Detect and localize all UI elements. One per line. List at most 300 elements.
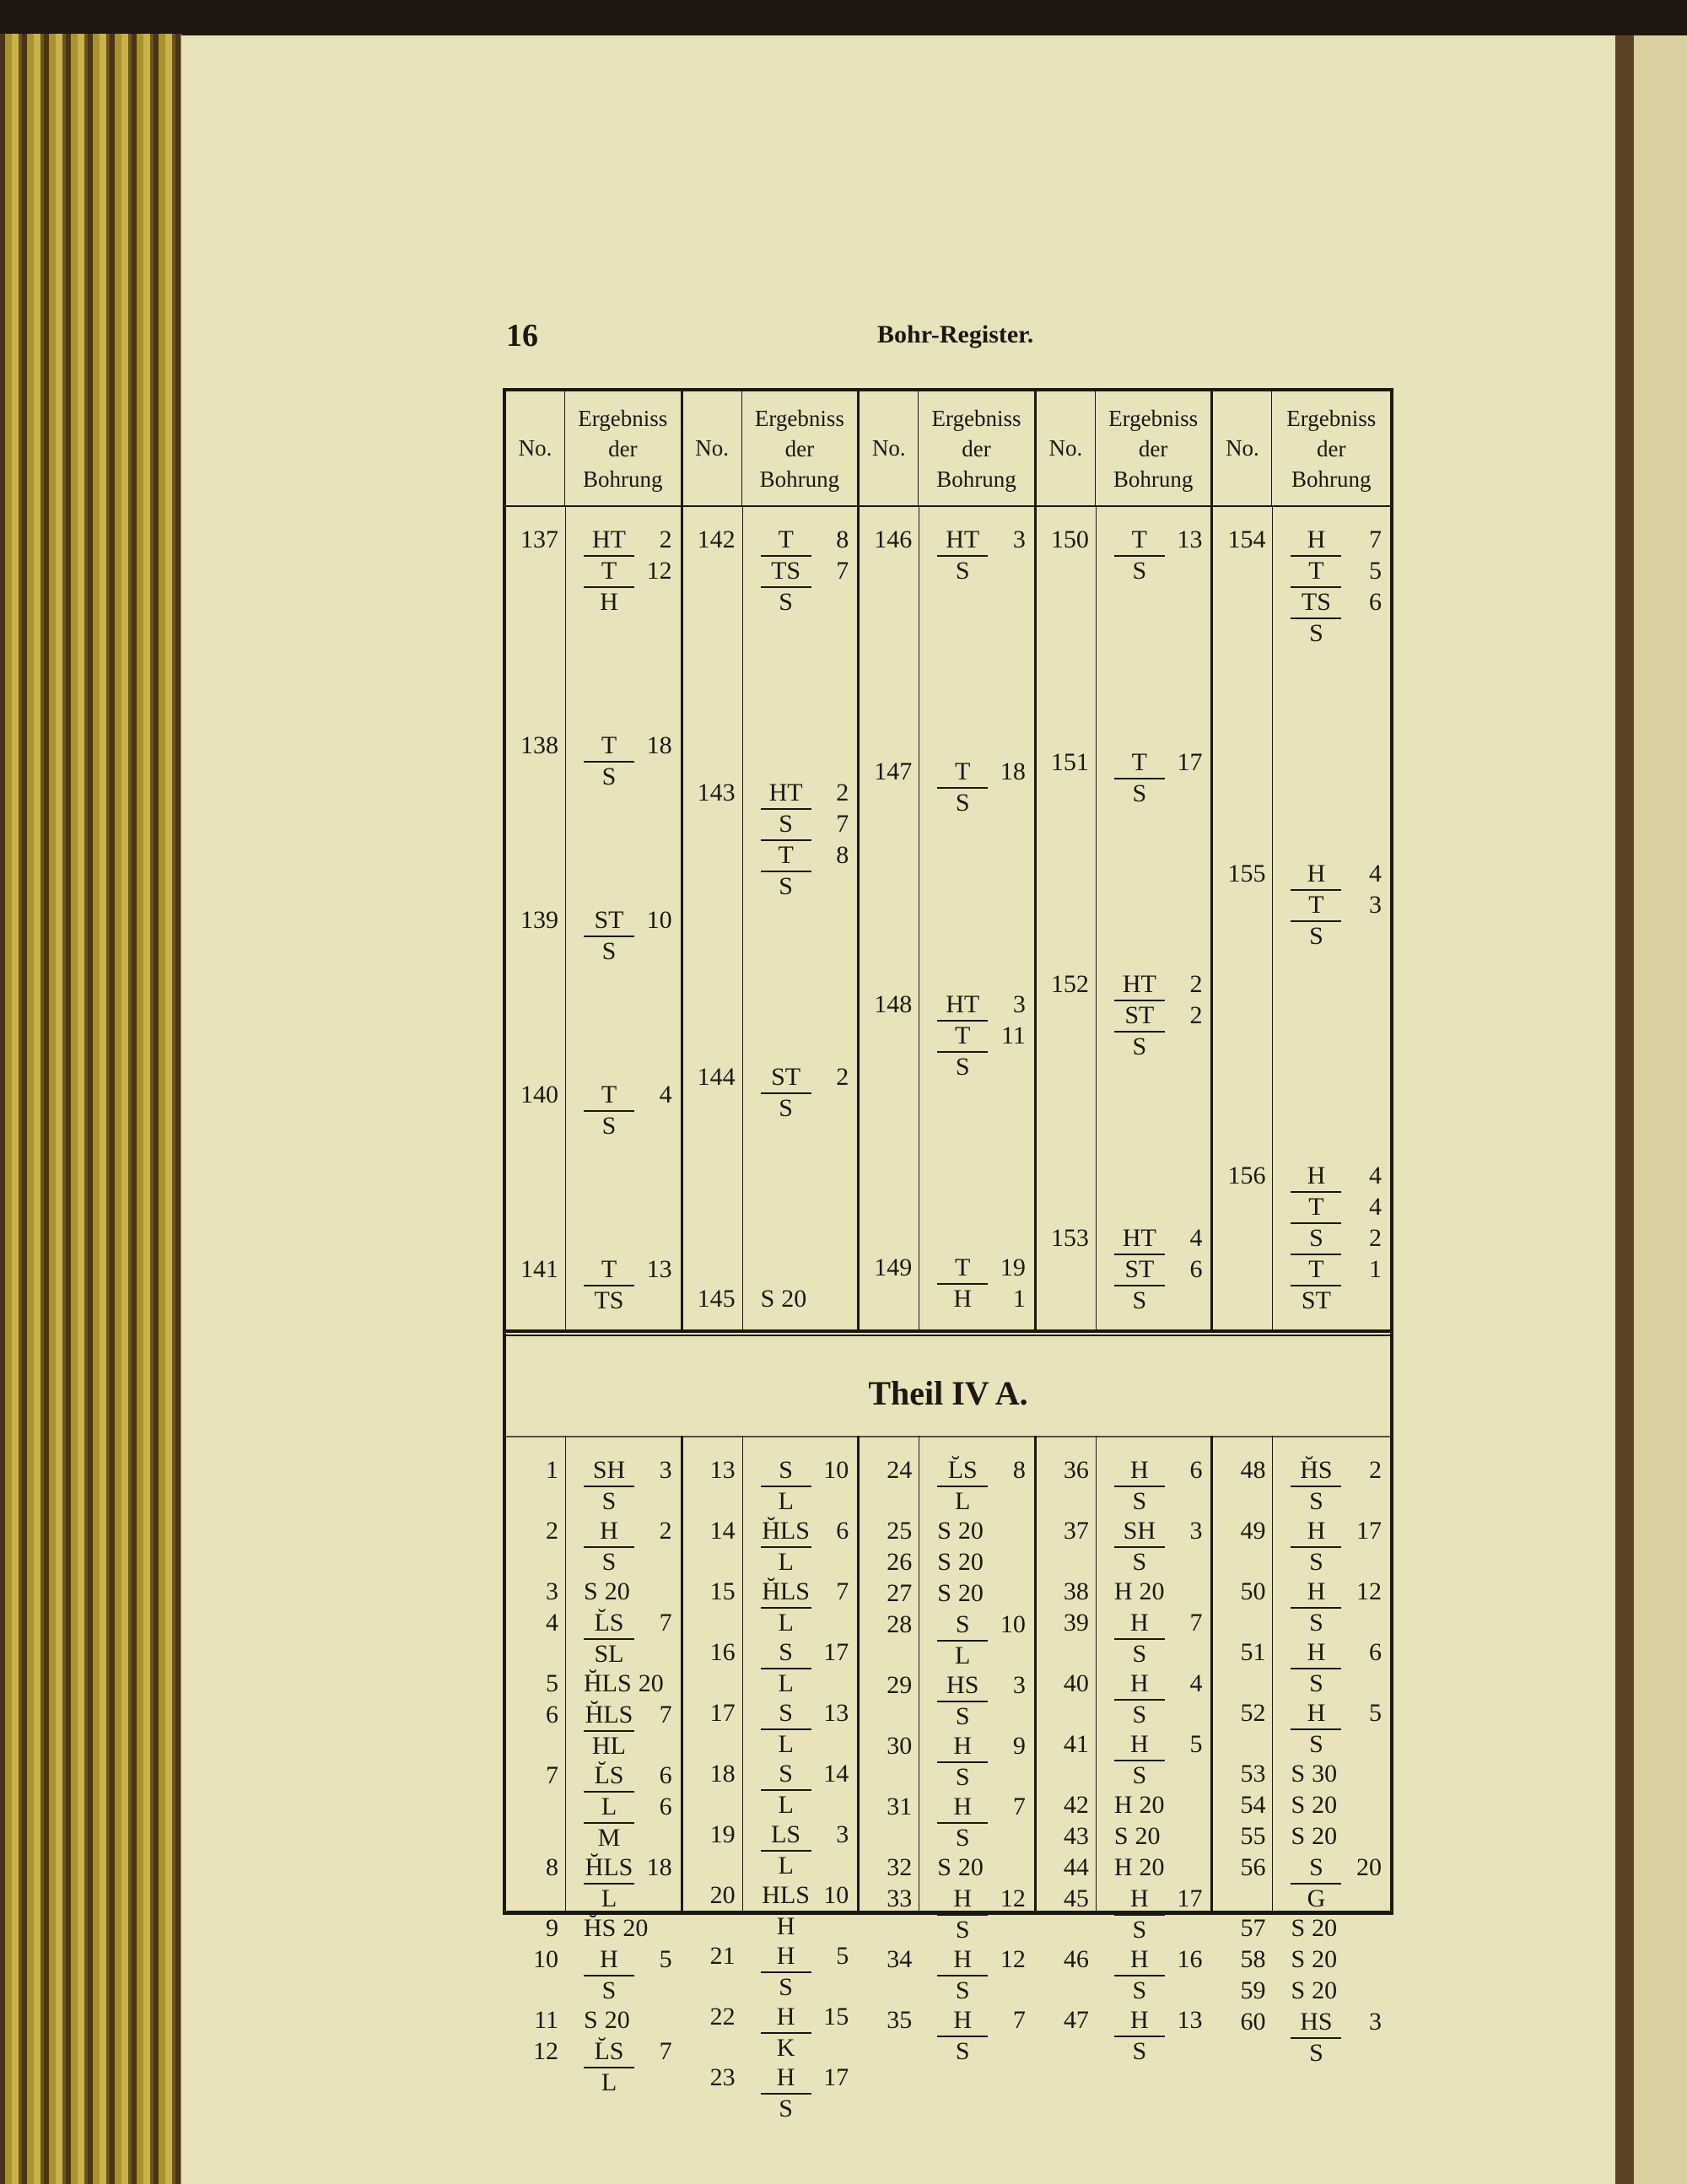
stratum-thickness: 10 [823,1456,849,1484]
stratum-thickness [811,1789,849,1819]
borehole-number: 154 [1227,526,1266,553]
stratum-thickness [988,1914,1026,1944]
result-line [1114,1852,1203,1883]
borehole-number: 9 [546,1914,558,1942]
borehole-entry [506,1607,681,1668]
stratum-thickness: 30 [1312,1760,1338,1788]
result-line [1114,1728,1203,1760]
borehole-entry [1213,2006,1390,2067]
stratum-thickness: 20 [1139,1577,1165,1605]
borehole-number: 35 [887,2006,913,2034]
stratum-thickness: 12 [1000,1945,1026,1973]
stratum-code: S [1309,1853,1323,1881]
stratum-thickness [1165,555,1203,585]
borehole-entry [506,524,681,616]
result-line [761,555,849,586]
stratum-thickness: 14 [823,1760,849,1788]
borehole-number: 8 [546,1853,558,1881]
stratum-code: S [937,2036,988,2065]
stratum-code: S [1291,1607,1341,1637]
borehole-result [565,1912,681,1944]
stratum-code: HT [592,526,626,553]
stratum-code: S [1114,2036,1165,2065]
stratum-code: H̆LS [762,1577,810,1605]
stratum-thickness [634,1285,672,1314]
borehole-entry [1213,1515,1390,1576]
result-line [1291,1576,1382,1607]
borehole-entry [1037,1820,1211,1852]
stratum-thickness: 20 [1356,1853,1382,1881]
stratum-code: H [1129,1885,1149,1912]
stratum-thickness: 2 [836,779,849,806]
stratum-code: H̆S [584,1914,617,1942]
stratum-code: S [584,936,634,965]
stratum-code: H [1129,1669,1149,1697]
borehole-entry [1213,1637,1390,1697]
result-line [584,2067,672,2096]
header-result-line: Ergebniss [754,405,844,431]
borehole-entry [683,1283,858,1314]
result-line [584,1822,672,1852]
borehole-number: 46 [1063,1945,1089,1973]
borehole-result [919,1669,1034,1730]
stratum-code: T [1291,555,1341,586]
stratum-thickness: 7 [836,1577,849,1605]
borehole-entry [1213,1912,1390,1944]
stratum-thickness: 2 [1189,970,1203,999]
stratum-code: S [1291,1546,1341,1576]
stratum-thickness: 20 [1139,1853,1165,1881]
result-line [1114,1975,1203,2004]
stratum-code: S [584,761,634,790]
stratum-thickness [1341,1285,1382,1314]
stratum-code: TS [584,1285,634,1314]
stratum-thickness [634,586,672,616]
result-line [584,1607,672,1638]
borehole-number: 141 [520,1255,558,1283]
stratum-thickness [1341,1728,1382,1758]
stratum-code: S [1114,1914,1165,1944]
borehole-entry [506,730,681,790]
stratum-thickness [634,761,672,790]
stratum-code: S [1114,1699,1165,1728]
header-group [506,391,683,505]
stratum-code: S [760,1285,775,1313]
stratum-code: HT [946,990,980,1018]
stratum-code: S [1291,1486,1341,1515]
stratum-thickness: 5 [1369,557,1382,585]
result-line [761,1911,849,1940]
stratum-thickness [988,1822,1026,1852]
result-line [761,1850,849,1879]
stratum-code: H [1113,1853,1133,1881]
borehole-result [1096,2004,1211,2065]
borehole-number: 149 [874,1253,913,1281]
result-line [1114,1000,1203,1031]
result-line [937,524,1026,555]
header-result-line: der [784,435,815,461]
stratum-code: H [1307,1699,1326,1727]
result-line [1114,524,1203,555]
stratum-code: S [937,1051,988,1081]
header-result-line: Bohrung [759,466,840,492]
stratum-thickness: 12 [1000,1885,1026,1912]
stratum-code: H [953,1885,973,1912]
result-line [761,1940,849,1971]
borehole-result [565,1454,681,1515]
stratum-code: S [761,2093,811,2122]
result-line [761,2093,849,2122]
column-group [683,505,860,1329]
result-line [584,2036,672,2067]
result-line [1291,1254,1382,1285]
stratum-code: S [1114,1031,1165,1060]
result-line [1291,858,1382,889]
borehole-result [565,1254,681,1314]
borehole-entry [1037,1944,1211,2004]
result-line [937,555,1026,585]
result-line [937,1546,1026,1577]
stratum-thickness: 20 [638,1669,664,1697]
stratum-code: S [584,1110,634,1140]
borehole-number: 29 [887,1671,913,1699]
stratum-code: HLS [762,1881,810,1909]
borehole-number: 16 [709,1638,736,1666]
stratum-code: T [1291,889,1341,920]
stratum-thickness [988,1486,1026,1515]
borehole-result [742,1283,858,1314]
stratum-thickness: 11 [1000,1021,1026,1049]
stratum-code: H [584,586,634,616]
result-line [1291,1668,1382,1697]
borehole-number: 153 [1050,1223,1089,1252]
stratum-thickness [811,1092,849,1122]
borehole-number: 47 [1063,2006,1089,2034]
stratum-code: S [761,586,811,616]
borehole-number: 138 [520,731,558,759]
stratum-thickness: 10 [646,906,672,934]
header-no: No. [1037,391,1096,505]
borehole-number: 57 [1240,1914,1266,1942]
stratum-thickness: 1 [1369,1255,1382,1283]
stratum-thickness [1341,1546,1382,1576]
header-result-line: der [1316,435,1346,461]
borehole-result [1096,524,1211,585]
header-result-line: Ergebniss [1108,405,1199,431]
stratum-code: H [937,1283,988,1314]
column-group [1037,505,1214,1329]
borehole-entry [506,2036,681,2096]
result-line [761,871,849,900]
entry-list [506,1454,681,2096]
result-line [761,2032,849,2062]
result-line [1114,1486,1203,1515]
stratum-thickness: 16 [1177,1945,1203,1973]
borehole-result [565,2036,681,2096]
stratum-code: T [761,839,811,871]
borehole-result [1096,1576,1211,1607]
result-line [937,1454,1026,1486]
borehole-entry [683,1454,858,1515]
stratum-thickness [634,1975,672,2004]
stratum-thickness: 15 [823,2003,849,2030]
result-line [1291,1912,1382,1944]
stratum-thickness: 5 [659,1945,672,1973]
stratum-thickness [1165,1031,1203,1060]
stratum-thickness [634,1883,672,1912]
borehole-number: 156 [1227,1162,1266,1189]
stratum-thickness: 4 [1189,1669,1203,1697]
borehole-result [1096,1944,1211,2004]
stratum-thickness: 8 [836,526,849,553]
borehole-number: 25 [887,1517,913,1545]
stratum-thickness: 20 [1312,1914,1338,1942]
stratum-thickness: 6 [659,1761,672,1789]
borehole-result [565,1760,681,1852]
stratum-code: HS [1300,2008,1333,2036]
result-line [1114,778,1203,807]
borehole-entry [860,1669,1034,1730]
borehole-entry [506,1515,681,1576]
stratum-code: L [761,1789,811,1819]
result-line [584,1944,672,1975]
borehole-number: 42 [1063,1791,1089,1819]
borehole-entry [1037,747,1211,807]
entry-list [860,524,1034,1314]
stratum-thickness [1165,1760,1203,1789]
result-line [761,524,849,555]
result-line [1291,1789,1382,1820]
result-line [584,1912,672,1944]
stratum-code: T [778,526,794,553]
stratum-code: H [953,1732,973,1760]
stratum-thickness [1165,1486,1203,1515]
result-line [937,1852,1026,1883]
stratum-code: SL [584,1638,634,1668]
result-line [584,1486,672,1515]
borehole-number: 45 [1063,1885,1089,1912]
stratum-thickness [811,1546,849,1576]
borehole-entry [683,1940,858,2001]
borehole-number: 17 [709,1699,736,1727]
stratum-code: S [937,1517,951,1545]
entry-list [1037,524,1211,1314]
header-no: No. [1213,391,1272,505]
stratum-code: H̆LS [584,1669,632,1697]
header-result-line: Ergebniss [578,405,668,431]
stratum-thickness [811,586,849,616]
stratum-code: HT [946,526,980,553]
borehole-number: 50 [1240,1577,1266,1605]
borehole-result [1272,2006,1390,2067]
result-line [584,1254,672,1285]
borehole-result [919,756,1034,817]
borehole-result [742,1454,858,1515]
stratum-code: G [1291,1883,1341,1912]
borehole-result [1096,1607,1211,1668]
stratum-thickness [988,787,1026,817]
stratum-code: S [1291,1728,1341,1758]
stratum-thickness [811,871,849,900]
stratum-thickness [1165,1546,1203,1576]
borehole-result [1096,1852,1211,1883]
header-result-line: Ergebniss [1286,405,1377,431]
borehole-entry [1037,1576,1211,1607]
stratum-code: T [584,555,634,586]
stratum-thickness: 20 [623,1914,649,1942]
stratum-thickness: 7 [659,1701,672,1728]
stratum-thickness: 7 [836,810,849,838]
stratum-code: S [761,871,811,900]
stratum-thickness: 2 [659,1517,672,1545]
borehole-result [1096,968,1211,1060]
borehole-result [919,1944,1034,2004]
result-line [937,1252,1026,1283]
borehole-result [1272,1944,1390,1975]
bottom-block [506,1436,1390,2122]
running-title: Bohr-Register. [877,321,1034,348]
stratum-code: T [601,731,617,759]
stratum-thickness: 7 [1012,1793,1026,1820]
borehole-entry [506,1079,681,1140]
stratum-thickness [988,2036,1026,2065]
stratum-code: S [1291,1222,1341,1254]
result-line [1291,1944,1382,1975]
result-line [584,1576,672,1607]
borehole-number: 54 [1240,1791,1266,1819]
borehole-number: 28 [887,1610,913,1638]
borehole-entry [683,1061,858,1122]
borehole-number: 151 [1050,747,1089,776]
entry-list [860,1454,1034,2065]
result-line [937,787,1026,817]
borehole-number: 37 [1063,1517,1089,1545]
result-line [1114,1031,1203,1060]
borehole-number: 15 [709,1577,736,1605]
stratum-thickness: 3 [1012,990,1026,1018]
borehole-number: 38 [1063,1577,1089,1605]
stratum-code: L [761,1668,811,1697]
stratum-code: S [1291,1822,1306,1850]
borehole-number: 56 [1240,1853,1266,1881]
result-line [1291,889,1382,920]
result-line [1114,1454,1203,1486]
stratum-code: S [779,1760,793,1788]
borehole-number: 31 [887,1793,913,1820]
borehole-number: 22 [709,2003,736,2030]
borehole-entry [1213,1576,1390,1637]
borehole-number: 48 [1240,1456,1266,1484]
borehole-number: 146 [874,526,913,553]
stratum-code: T [955,1253,971,1281]
result-line [937,756,1026,787]
stratum-thickness [811,2032,849,2062]
stratum-thickness [811,1607,849,1637]
result-line [761,1819,849,1850]
stratum-code: H [1129,2006,1149,2034]
result-line [1114,1944,1203,1975]
stratum-code: S [1291,2037,1341,2067]
stratum-thickness: 3 [1189,1517,1203,1545]
borehole-entry [506,1668,681,1699]
borehole-entry [506,1576,681,1607]
borehole-entry [1037,1728,1211,1789]
borehole-number: 142 [697,526,736,553]
stratum-code: S [584,2006,598,2034]
column-group [1213,1436,1390,2067]
entry-list [1037,1454,1211,2065]
stratum-thickness [634,2067,672,2096]
borehole-number: 27 [887,1579,913,1607]
stratum-thickness: 2 [1369,1456,1382,1484]
borehole-number: 147 [874,758,913,786]
borehole-entry [860,1609,1034,1669]
borehole-result [1272,1975,1390,2006]
stratum-code: H [1113,1577,1133,1605]
stratum-code: T [601,1255,617,1283]
stratum-code: S [1291,1668,1341,1697]
facing-page-edge [1634,35,1687,2184]
borehole-number: 55 [1240,1822,1266,1850]
borehole-entry [1037,1454,1211,1515]
stratum-thickness: 20 [1312,1791,1338,1819]
result-line [584,1515,672,1546]
borehole-result [1272,1758,1390,1789]
result-line [937,1701,1026,1730]
borehole-entry [860,1730,1034,1791]
stratum-thickness [1165,1699,1203,1728]
result-line [584,1883,672,1912]
stratum-code: T [937,1020,988,1051]
stratum-thickness: 7 [659,1609,672,1637]
borehole-entry [1213,1789,1390,1820]
stratum-code: S [1291,1945,1306,1973]
stratum-thickness [634,1486,672,1515]
borehole-entry [683,1879,858,1940]
stratum-thickness [1165,2036,1203,2065]
borehole-result [919,1609,1034,1669]
stratum-code: S [955,1610,970,1638]
borehole-result [1272,1576,1390,1637]
stratum-code: S [1114,1638,1165,1668]
result-line [761,1758,849,1789]
borehole-entry [860,1515,1034,1546]
borehole-result [1096,1728,1211,1789]
stratum-code: S [779,1638,793,1666]
borehole-entry [860,756,1034,817]
borehole-result [1272,1515,1390,1576]
table-header [506,391,1390,507]
stratum-thickness: 20 [957,1517,984,1545]
stratum-thickness [634,936,672,965]
header-result [919,391,1034,505]
stratum-code: L [937,1486,988,1515]
borehole-result [1272,858,1390,950]
stratum-thickness: 7 [836,557,849,585]
stratum-thickness: 7 [659,2037,672,2065]
column-group [683,1436,860,2122]
result-line [761,1283,849,1314]
borehole-entry [1037,1789,1211,1820]
borehole-entry [1213,1758,1390,1789]
result-line [937,1640,1026,1669]
borehole-entry [1213,1160,1390,1314]
borehole-entry [506,904,681,965]
borehole-number: 11 [534,2006,558,2034]
stratum-code: S [1113,1822,1129,1850]
stratum-thickness [988,555,1026,585]
borehole-result [1096,1789,1211,1820]
